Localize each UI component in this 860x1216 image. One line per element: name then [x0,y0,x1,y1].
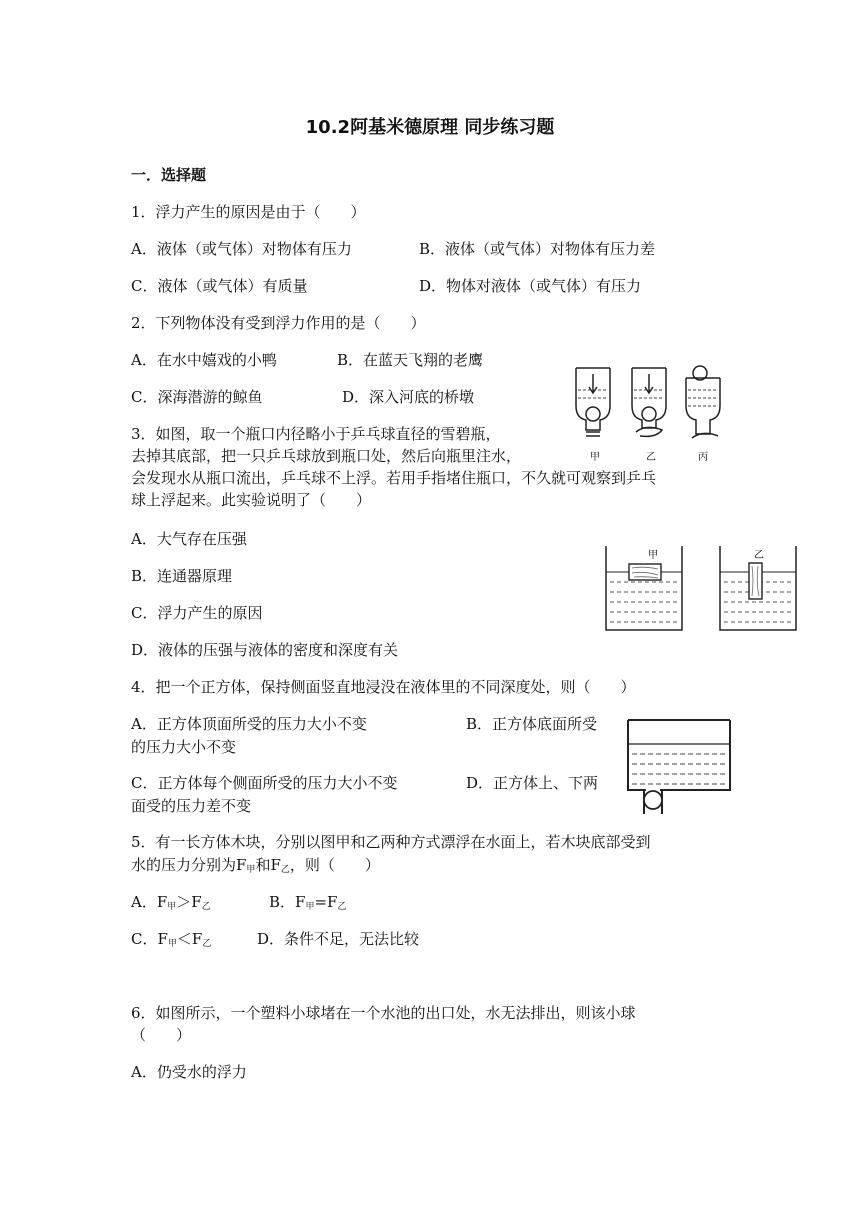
q1-option-a: A．液体（或气体）对物体有压力 [131,240,352,258]
fig-label-jia: 甲 [590,452,600,463]
page-title: 10.2阿基米德原理 同步练习题 [305,117,555,138]
q4-option-a: A．正方体顶面所受的压力大小不变 [131,715,367,733]
fig-label-jia: 甲 [648,550,658,561]
q6-line-2: （ ） [131,1026,192,1044]
pool-ball-figure [624,716,736,816]
section-heading: 一．选择题 [131,166,207,184]
q4-stem: 4．把一个正方体，保持侧面竖直地浸没在液体里的不同深度处，则（ ） [131,678,636,696]
q1-option-b: B．液体（或气体）对物体有压力差 [419,240,656,258]
q1-stem: 1．浮力产生的原因是由于（ ） [131,203,366,221]
q4-option-b-cont: 的压力大小不变 [131,738,237,756]
q6-option-a: A．仍受水的浮力 [131,1063,247,1081]
q6-line-1: 6．如图所示，一个塑料小球堵在一个水池的出口处，水无法排出，则该小球 [131,1004,636,1022]
q3-option-a: A．大气存在压强 [131,530,247,548]
q5-line-1: 5．有一长方体木块，分别以图甲和乙两种方式漂浮在水面上，若木块底部受到 [131,833,651,851]
floating-block-figure [604,544,800,634]
q4-option-d: D．正方体上、下两 [466,774,599,792]
q4-option-c: C．正方体每个侧面所受的压力大小不变 [131,774,398,792]
q4-option-d-cont: 面受的压力差不变 [131,797,252,815]
q3-option-b: B．连通器原理 [131,567,233,585]
q5-line-2: 水的压力分别为$F_甲$和$F_乙$，则（ ） [131,856,380,875]
q3-line-4: 球上浮起来。此实验说明了（ ） [131,491,372,509]
q2-option-d: D．深入河底的桥墩 [342,388,475,406]
q5-option-b: B．$F_甲=F_乙$ [269,893,347,912]
q5-option-c: C．$F_甲<F_乙$ [131,930,212,949]
q2-option-b: B．在蓝天飞翔的老鹰 [337,351,484,369]
q4-option-b: B．正方体底面所受 [466,715,598,733]
q3-line-2: 去掉其底部，把一只乒乓球放到瓶口处，然后向瓶里注水， [131,447,522,465]
q1-option-c: C．液体（或气体）有质量 [131,277,308,295]
q2-option-a: A．在水中嬉戏的小鸭 [131,351,277,369]
fig-label-yi: 乙 [754,550,764,561]
fig-label-bing: 丙 [698,452,708,463]
bottle-experiment-figure [566,360,736,468]
q3-line-1: 3．如图，取一个瓶口内径略小于乒乓球直径的雪碧瓶， [131,425,501,443]
q3-option-c: C．浮力产生的原因 [131,604,263,622]
q3-line-3: 会发现水从瓶口流出，乒乓球不上浮。若用手指堵住瓶口，不久就可观察到乒乓 [131,469,657,487]
q5-option-a: A．$F_甲>F_乙$ [131,893,211,912]
q2-option-c: C．深海潜游的鲸鱼 [131,388,263,406]
q1-option-d: D．物体对液体（或气体）有压力 [419,277,642,295]
fig-label-yi: 乙 [646,452,656,463]
q5-option-d: D．条件不足，无法比较 [257,930,420,948]
q2-stem: 2．下列物体没有受到浮力作用的是（ ） [131,314,426,332]
q3-option-d: D．液体的压强与液体的密度和深度有关 [131,641,399,659]
